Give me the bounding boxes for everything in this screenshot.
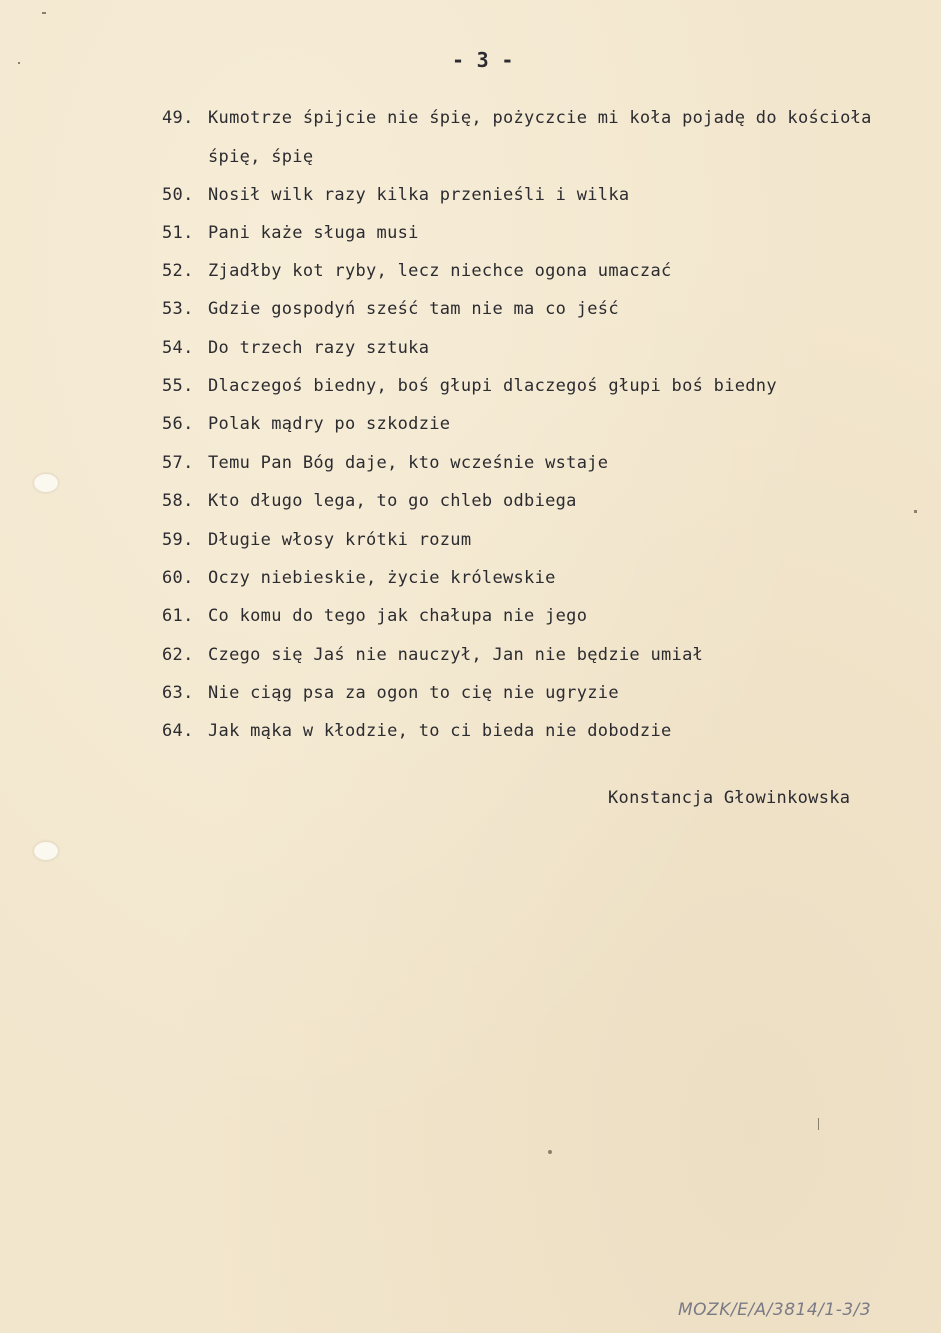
item-number: 55. <box>162 376 194 396</box>
item-text: Pani każe sługa musi <box>208 223 419 243</box>
author-signature: Konstancja Głowinkowska <box>608 788 851 808</box>
list-item <box>162 643 703 667</box>
page-number: - 3 - <box>452 48 514 72</box>
item-number: 64. <box>162 721 194 741</box>
item-text: Czego się Jaś nie nauczył, Jan nie będzie umiał <box>208 645 704 665</box>
item-text: Nosił wilk razy kilka przenieśli i wilka <box>208 185 630 205</box>
list-item <box>162 412 450 436</box>
item-text: Kumotrze śpijcie nie śpię, pożyczcie mi koła pojadę do kościoła <box>208 108 872 128</box>
punch-hole <box>34 474 58 492</box>
list-item <box>162 297 619 321</box>
item-number: 59. <box>162 530 194 550</box>
list-item <box>162 681 619 705</box>
item-number: 60. <box>162 568 194 588</box>
list-item <box>162 336 429 360</box>
paper-speck <box>818 1118 819 1130</box>
item-number: 56. <box>162 414 194 434</box>
list-item <box>162 604 587 628</box>
item-number: 58. <box>162 491 194 511</box>
item-number: 53. <box>162 299 194 319</box>
list-item <box>162 451 608 475</box>
list-item <box>162 489 577 513</box>
item-number: 49. <box>162 108 194 128</box>
list-item-continuation: śpię, śpię <box>208 147 314 167</box>
list-item <box>162 719 672 743</box>
item-number: 63. <box>162 683 194 703</box>
item-number: 50. <box>162 185 194 205</box>
item-text: Temu Pan Bóg daje, kto wcześnie wstaje <box>208 453 609 473</box>
catalog-number: MOZK/E/A/3814/1-3/3 <box>678 1300 872 1320</box>
item-number: 57. <box>162 453 194 473</box>
item-text: Do trzech razy sztuka <box>208 338 430 358</box>
item-text: Dlaczegoś biedny, boś głupi dlaczegoś głupi boś biedny <box>208 376 777 396</box>
list-item <box>162 259 672 283</box>
item-number: 52. <box>162 261 194 281</box>
list-item <box>162 528 471 552</box>
item-number: 54. <box>162 338 194 358</box>
item-text: Zjadłby kot ryby, lecz niechce ogona umaczać <box>208 261 672 281</box>
paper-speck <box>548 1150 552 1154</box>
list-item <box>162 374 777 398</box>
item-text: Co komu do tego jak chałupa nie jego <box>208 606 588 626</box>
paper-speck <box>914 510 917 513</box>
list-item <box>162 183 629 207</box>
list-item <box>162 566 556 590</box>
paper-speck <box>18 62 20 64</box>
item-text: Kto długo lega, to go chleb odbiega <box>208 491 577 511</box>
item-number: 62. <box>162 645 194 665</box>
list-item <box>162 221 419 245</box>
item-text: Gdzie gospodyń sześć tam nie ma co jeść <box>208 299 619 319</box>
item-text: Jak mąka w kłodzie, to ci bieda nie dobodzie <box>208 721 672 741</box>
punch-hole <box>34 842 58 860</box>
item-text: Nie ciąg psa za ogon to cię nie ugryzie <box>208 683 619 703</box>
item-number: 61. <box>162 606 194 626</box>
list-item <box>162 106 872 130</box>
item-number: 51. <box>162 223 194 243</box>
item-text: Polak mądry po szkodzie <box>208 414 451 434</box>
paper-speck <box>42 12 46 14</box>
item-text: Oczy niebieskie, życie królewskie <box>208 568 556 588</box>
item-text: Długie włosy krótki rozum <box>208 530 472 550</box>
